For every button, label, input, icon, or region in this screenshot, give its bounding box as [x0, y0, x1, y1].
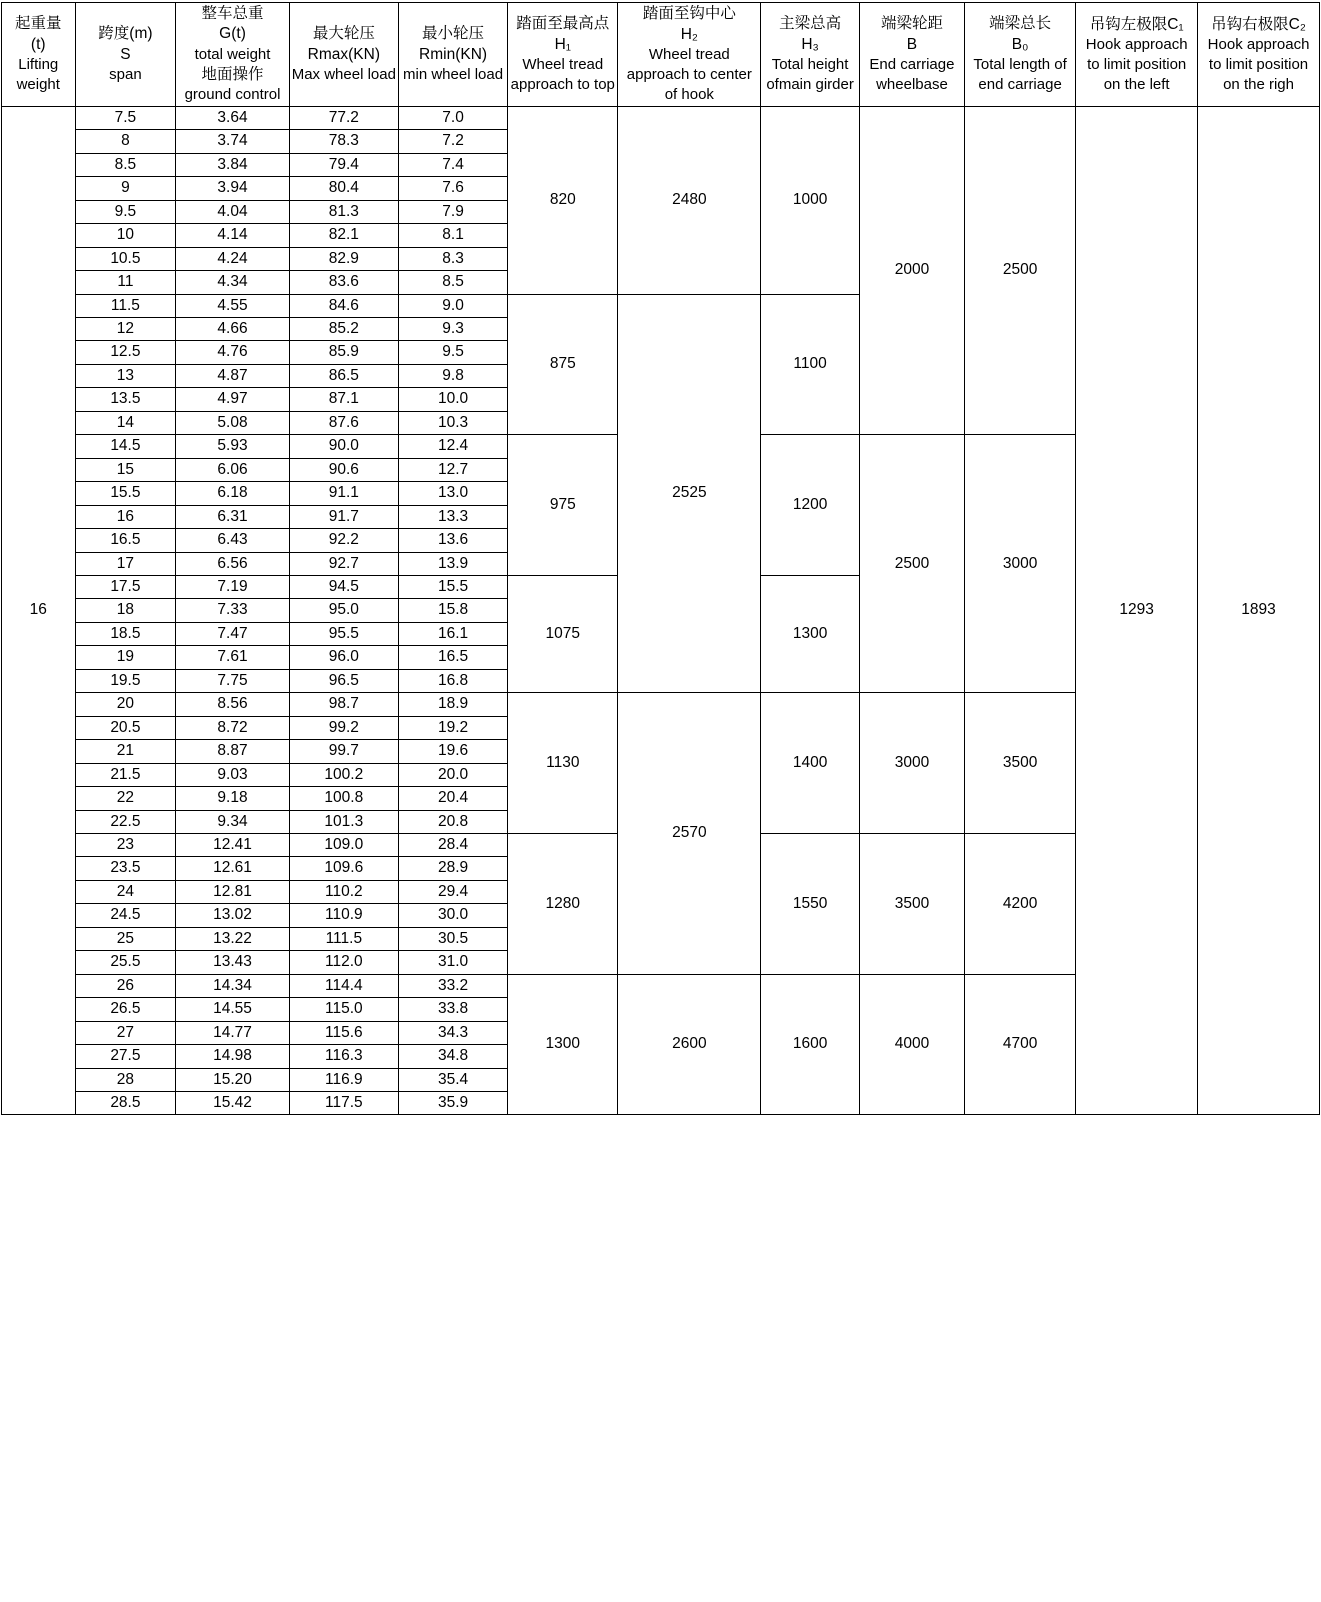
header-en: Wheel tread approach to center of hook [626, 46, 752, 103]
cell-min-wheel-load: 28.9 [398, 857, 507, 880]
header-symbol: (t) [30, 35, 46, 53]
header-cn: 主梁总高 [779, 15, 842, 33]
cell-min-wheel-load: 19.6 [398, 740, 507, 763]
cell-span: 23.5 [75, 857, 176, 880]
cell-span: 21 [75, 740, 176, 763]
header-symbol: Rmax(KN) [307, 45, 380, 63]
header-symbol: G(t) [219, 25, 246, 43]
cell-max-wheel-load: 96.0 [289, 646, 398, 669]
header-cn: 起重量 [14, 15, 62, 33]
cell-lifting-weight: 16 [2, 106, 76, 1114]
cell-total-weight: 4.24 [176, 247, 289, 270]
cell-min-wheel-load: 20.4 [398, 787, 507, 810]
cell-min-wheel-load: 16.5 [398, 646, 507, 669]
cell-max-wheel-load: 94.5 [289, 576, 398, 599]
cell-min-wheel-load: 35.9 [398, 1091, 507, 1114]
header-en: Hook approach to limit position on the left [1085, 36, 1188, 93]
cell-max-wheel-load: 90.6 [289, 458, 398, 481]
cell-end-carriage-wheelbase: 4000 [859, 974, 964, 1115]
cell-min-wheel-load: 10.3 [398, 411, 507, 434]
cell-max-wheel-load: 86.5 [289, 364, 398, 387]
header-cn: 整车总重 [201, 5, 264, 22]
cell-min-wheel-load: 34.8 [398, 1045, 507, 1068]
cell-h1: 820 [508, 106, 618, 294]
cell-total-weight: 4.14 [176, 224, 289, 247]
cell-h3: 1550 [761, 834, 860, 975]
cell-max-wheel-load: 85.9 [289, 341, 398, 364]
cell-min-wheel-load: 8.5 [398, 271, 507, 294]
cell-span: 14 [75, 411, 176, 434]
cell-span: 17 [75, 552, 176, 575]
cell-min-wheel-load: 12.4 [398, 435, 507, 458]
cell-span: 17.5 [75, 576, 176, 599]
header-row [2, 3, 1320, 107]
cell-max-wheel-load: 91.1 [289, 482, 398, 505]
cell-total-weight: 13.02 [176, 904, 289, 927]
header-min-wheel-load [398, 3, 507, 107]
header-symbol: B [906, 35, 918, 53]
cell-min-wheel-load: 10.0 [398, 388, 507, 411]
cell-max-wheel-load: 87.6 [289, 411, 398, 434]
cell-span: 7.5 [75, 106, 176, 129]
header-en: total weight [194, 45, 271, 63]
cell-max-wheel-load: 82.1 [289, 224, 398, 247]
header-en: span [109, 66, 142, 84]
cell-max-wheel-load: 99.7 [289, 740, 398, 763]
cell-h1: 1130 [508, 693, 618, 834]
header-cn: 踏面至最高点 [516, 15, 610, 33]
cell-min-wheel-load: 30.0 [398, 904, 507, 927]
cell-span: 14.5 [75, 435, 176, 458]
cell-total-weight: 4.55 [176, 294, 289, 317]
cell-total-weight: 14.77 [176, 1021, 289, 1044]
cell-min-wheel-load: 16.1 [398, 622, 507, 645]
header-symbol: H₃ [801, 35, 819, 53]
cell-span: 20 [75, 693, 176, 716]
header-en: Lifting weight [16, 56, 60, 93]
cell-total-weight: 12.61 [176, 857, 289, 880]
header-cn: 最大轮压 [312, 25, 375, 43]
cell-span: 10 [75, 224, 176, 247]
cell-span: 8 [75, 130, 176, 153]
cell-span: 23 [75, 834, 176, 857]
cell-end-carriage-wheelbase: 2000 [859, 106, 964, 434]
cell-min-wheel-load: 9.3 [398, 318, 507, 341]
cell-max-wheel-load: 79.4 [289, 153, 398, 176]
header-hook-left-limit [1076, 3, 1198, 107]
cell-min-wheel-load: 13.3 [398, 505, 507, 528]
cell-span: 8.5 [75, 153, 176, 176]
cell-span: 28.5 [75, 1091, 176, 1114]
cell-max-wheel-load: 84.6 [289, 294, 398, 317]
header-cn: 端梁轮距 [880, 15, 943, 33]
cell-min-wheel-load: 8.3 [398, 247, 507, 270]
cell-hook-left-limit: 1293 [1076, 106, 1198, 1114]
header-max-wheel-load [289, 3, 398, 107]
cell-max-wheel-load: 98.7 [289, 693, 398, 716]
cell-span: 11.5 [75, 294, 176, 317]
cell-max-wheel-load: 90.0 [289, 435, 398, 458]
header-cn: 吊钩左极限C₁ [1089, 15, 1184, 33]
cell-total-weight: 4.04 [176, 200, 289, 223]
cell-min-wheel-load: 29.4 [398, 880, 507, 903]
cell-span: 20.5 [75, 716, 176, 739]
cell-total-weight: 7.75 [176, 669, 289, 692]
cell-h1: 1300 [508, 974, 618, 1115]
cell-total-weight: 14.55 [176, 998, 289, 1021]
cell-max-wheel-load: 95.0 [289, 599, 398, 622]
cell-h1: 1280 [508, 834, 618, 975]
cell-total-weight: 7.33 [176, 599, 289, 622]
cell-span: 9 [75, 177, 176, 200]
cell-end-carriage-length: 4700 [964, 974, 1075, 1115]
cell-span: 11 [75, 271, 176, 294]
cell-min-wheel-load: 31.0 [398, 951, 507, 974]
cell-end-carriage-length: 3000 [964, 435, 1075, 693]
cell-min-wheel-load: 15.5 [398, 576, 507, 599]
table-body [2, 106, 1320, 1114]
cell-total-weight: 4.97 [176, 388, 289, 411]
crane-specification-table [1, 2, 1320, 1115]
cell-max-wheel-load: 100.2 [289, 763, 398, 786]
cell-span: 18.5 [75, 622, 176, 645]
cell-min-wheel-load: 28.4 [398, 834, 507, 857]
cell-total-weight: 9.03 [176, 763, 289, 786]
cell-min-wheel-load: 9.5 [398, 341, 507, 364]
cell-max-wheel-load: 81.3 [289, 200, 398, 223]
cell-end-carriage-wheelbase: 2500 [859, 435, 964, 693]
cell-span: 22 [75, 787, 176, 810]
table-header [2, 3, 1320, 107]
header-symbol: Rmin(KN) [419, 45, 488, 63]
cell-min-wheel-load: 30.5 [398, 927, 507, 950]
cell-span: 12 [75, 318, 176, 341]
header-cn: 吊钩右极限C₂ [1211, 15, 1306, 33]
cell-span: 25.5 [75, 951, 176, 974]
header-cn-2: 地面操作 [201, 65, 264, 83]
cell-total-weight: 3.94 [176, 177, 289, 200]
header-symbol: H₁ [554, 35, 571, 53]
cell-max-wheel-load: 116.3 [289, 1045, 398, 1068]
cell-total-weight: 7.47 [176, 622, 289, 645]
cell-total-weight: 15.42 [176, 1091, 289, 1114]
cell-span: 19 [75, 646, 176, 669]
cell-min-wheel-load: 7.2 [398, 130, 507, 153]
cell-span: 15.5 [75, 482, 176, 505]
cell-span: 13 [75, 364, 176, 387]
cell-min-wheel-load: 20.0 [398, 763, 507, 786]
cell-min-wheel-load: 20.8 [398, 810, 507, 833]
cell-total-weight: 3.64 [176, 106, 289, 129]
cell-max-wheel-load: 109.0 [289, 834, 398, 857]
cell-total-weight: 4.87 [176, 364, 289, 387]
cell-end-carriage-length: 4200 [964, 834, 1075, 975]
cell-h1: 975 [508, 435, 618, 576]
cell-end-carriage-length: 2500 [964, 106, 1075, 434]
cell-max-wheel-load: 101.3 [289, 810, 398, 833]
cell-max-wheel-load: 109.6 [289, 857, 398, 880]
header-cn: 最小轮压 [422, 25, 485, 43]
cell-h2: 2525 [618, 294, 761, 693]
header-en: Total length of end carriage [973, 56, 1067, 93]
header-h1 [508, 3, 618, 107]
header-cn: 跨度(m) [98, 25, 153, 43]
header-symbol: B₀ [1011, 35, 1029, 53]
cell-total-weight: 6.31 [176, 505, 289, 528]
cell-total-weight: 13.22 [176, 927, 289, 950]
cell-min-wheel-load: 34.3 [398, 1021, 507, 1044]
cell-h2: 2570 [618, 693, 761, 974]
table-row [2, 106, 1320, 129]
cell-min-wheel-load: 19.2 [398, 716, 507, 739]
cell-min-wheel-load: 7.6 [398, 177, 507, 200]
cell-total-weight: 9.34 [176, 810, 289, 833]
cell-total-weight: 3.74 [176, 130, 289, 153]
cell-h1: 875 [508, 294, 618, 435]
spec-sheet [0, 2, 1321, 1602]
cell-min-wheel-load: 15.8 [398, 599, 507, 622]
cell-max-wheel-load: 112.0 [289, 951, 398, 974]
cell-max-wheel-load: 114.4 [289, 974, 398, 997]
cell-h1: 1075 [508, 576, 618, 693]
cell-max-wheel-load: 99.2 [289, 716, 398, 739]
header-cn: 踏面至钩中心 [642, 5, 736, 23]
cell-span: 15 [75, 458, 176, 481]
cell-total-weight: 5.08 [176, 411, 289, 434]
cell-min-wheel-load: 7.9 [398, 200, 507, 223]
header-hook-right-limit [1198, 3, 1320, 107]
cell-span: 24.5 [75, 904, 176, 927]
cell-span: 27.5 [75, 1045, 176, 1068]
cell-max-wheel-load: 111.5 [289, 927, 398, 950]
cell-span: 18 [75, 599, 176, 622]
header-en: Hook approach to limit position on the righ [1207, 36, 1310, 93]
cell-total-weight: 4.34 [176, 271, 289, 294]
cell-max-wheel-load: 115.6 [289, 1021, 398, 1044]
cell-min-wheel-load: 18.9 [398, 693, 507, 716]
cell-min-wheel-load: 7.0 [398, 106, 507, 129]
cell-h2: 2600 [618, 974, 761, 1115]
cell-min-wheel-load: 9.8 [398, 364, 507, 387]
cell-total-weight: 3.84 [176, 153, 289, 176]
cell-min-wheel-load: 33.8 [398, 998, 507, 1021]
cell-h3: 1100 [761, 294, 860, 435]
cell-max-wheel-load: 77.2 [289, 106, 398, 129]
cell-min-wheel-load: 16.8 [398, 669, 507, 692]
cell-span: 16.5 [75, 529, 176, 552]
cell-span: 19.5 [75, 669, 176, 692]
cell-span: 10.5 [75, 247, 176, 270]
header-symbol: H₂ [680, 25, 698, 43]
cell-total-weight: 12.41 [176, 834, 289, 857]
header-symbol: S [120, 45, 131, 63]
cell-total-weight: 6.18 [176, 482, 289, 505]
cell-total-weight: 8.87 [176, 740, 289, 763]
cell-span: 22.5 [75, 810, 176, 833]
cell-min-wheel-load: 8.1 [398, 224, 507, 247]
cell-total-weight: 6.56 [176, 552, 289, 575]
cell-max-wheel-load: 116.9 [289, 1068, 398, 1091]
cell-min-wheel-load: 13.0 [398, 482, 507, 505]
cell-max-wheel-load: 92.7 [289, 552, 398, 575]
cell-span: 9.5 [75, 200, 176, 223]
header-end-carriage-length [964, 3, 1075, 107]
header-lifting-weight [2, 3, 76, 107]
cell-min-wheel-load: 13.6 [398, 529, 507, 552]
cell-max-wheel-load: 95.5 [289, 622, 398, 645]
cell-total-weight: 7.61 [176, 646, 289, 669]
cell-span: 26 [75, 974, 176, 997]
cell-h3: 1300 [761, 576, 860, 693]
cell-min-wheel-load: 9.0 [398, 294, 507, 317]
cell-span: 25 [75, 927, 176, 950]
cell-max-wheel-load: 80.4 [289, 177, 398, 200]
cell-max-wheel-load: 100.8 [289, 787, 398, 810]
cell-max-wheel-load: 117.5 [289, 1091, 398, 1114]
cell-max-wheel-load: 110.9 [289, 904, 398, 927]
cell-end-carriage-wheelbase: 3000 [859, 693, 964, 834]
cell-end-carriage-wheelbase: 3500 [859, 834, 964, 975]
cell-total-weight: 13.43 [176, 951, 289, 974]
cell-total-weight: 9.18 [176, 787, 289, 810]
header-h3 [761, 3, 860, 107]
header-en: min wheel load [403, 66, 504, 84]
header-en: End carriage wheelbase [869, 56, 955, 93]
cell-max-wheel-load: 110.2 [289, 880, 398, 903]
cell-max-wheel-load: 78.3 [289, 130, 398, 153]
cell-total-weight: 6.06 [176, 458, 289, 481]
header-en-2: ground control [184, 86, 281, 104]
cell-total-weight: 4.76 [176, 341, 289, 364]
header-h2 [618, 3, 761, 107]
cell-hook-right-limit: 1893 [1198, 106, 1320, 1114]
cell-max-wheel-load: 87.1 [289, 388, 398, 411]
header-cn: 端梁总长 [989, 15, 1052, 33]
cell-total-weight: 14.34 [176, 974, 289, 997]
cell-h3: 1200 [761, 435, 860, 576]
header-en: Total height ofmain girder [766, 56, 854, 93]
cell-span: 24 [75, 880, 176, 903]
cell-span: 12.5 [75, 341, 176, 364]
cell-max-wheel-load: 82.9 [289, 247, 398, 270]
cell-min-wheel-load: 13.9 [398, 552, 507, 575]
cell-total-weight: 14.98 [176, 1045, 289, 1068]
cell-total-weight: 8.72 [176, 716, 289, 739]
header-total-weight [176, 3, 289, 107]
cell-span: 16 [75, 505, 176, 528]
cell-total-weight: 7.19 [176, 576, 289, 599]
cell-span: 13.5 [75, 388, 176, 411]
cell-max-wheel-load: 83.6 [289, 271, 398, 294]
cell-max-wheel-load: 85.2 [289, 318, 398, 341]
cell-max-wheel-load: 96.5 [289, 669, 398, 692]
cell-h3: 1400 [761, 693, 860, 834]
cell-total-weight: 5.93 [176, 435, 289, 458]
cell-min-wheel-load: 33.2 [398, 974, 507, 997]
cell-span: 27 [75, 1021, 176, 1044]
header-span [75, 3, 176, 107]
cell-min-wheel-load: 35.4 [398, 1068, 507, 1091]
cell-max-wheel-load: 91.7 [289, 505, 398, 528]
cell-total-weight: 15.20 [176, 1068, 289, 1091]
cell-end-carriage-length: 3500 [964, 693, 1075, 834]
header-end-carriage-wheelbase [859, 3, 964, 107]
cell-min-wheel-load: 12.7 [398, 458, 507, 481]
cell-total-weight: 4.66 [176, 318, 289, 341]
header-en: Max wheel load [291, 66, 396, 84]
cell-span: 21.5 [75, 763, 176, 786]
cell-max-wheel-load: 115.0 [289, 998, 398, 1021]
cell-min-wheel-load: 7.4 [398, 153, 507, 176]
cell-max-wheel-load: 92.2 [289, 529, 398, 552]
cell-h2: 2480 [618, 106, 761, 294]
cell-total-weight: 6.43 [176, 529, 289, 552]
cell-total-weight: 8.56 [176, 693, 289, 716]
cell-span: 28 [75, 1068, 176, 1091]
header-en: Wheel tread approach to top [510, 56, 615, 93]
cell-h3: 1600 [761, 974, 860, 1115]
cell-h3: 1000 [761, 106, 860, 294]
cell-span: 26.5 [75, 998, 176, 1021]
cell-total-weight: 12.81 [176, 880, 289, 903]
